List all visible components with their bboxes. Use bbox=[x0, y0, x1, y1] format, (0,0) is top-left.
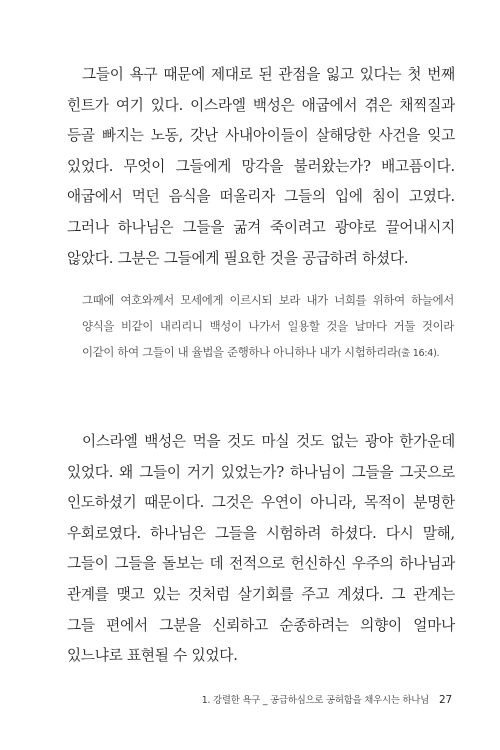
scripture-quote-text: 그때에 여호와께서 모세에게 이르시되 보라 내가 너희를 위하여 하늘에서 양식을 비같이 내리리니 백성이 나가서 일용할 것을 날마다 거둘 것이라 이같이 하여 그들이 내 율법을 준행하나 아니하나 내가 시험하리라 bbox=[82, 293, 454, 359]
page-footer bbox=[202, 692, 452, 706]
body-paragraph-1: 그들이 욕구 때문에 제대로 된 관점을 잃고 있다는 첫 번째 힌트가 여기 있다. 이스라엘 백성은 애굽에서 겪은 채찍질과 등골 빠지는 노동, 갓난 사내아이들이 살해당한 사건을 잊고 있었다. 무엇이 그들에게 망각을 불러왔는가? 배고픔이다. 애굽에서 먹던 음식을 떠올리자 그들의 입에 침이 고였다. 그러나 하나님은 그들을 굶겨 죽이려고 광야로 끌어내시지 않았다. 그분은 그들에게 필요한 것을 공급하려 하셨다. bbox=[67, 66, 455, 267]
scripture-reference: (출 16:4). bbox=[397, 347, 440, 359]
body-paragraph-2: 이스라엘 백성은 먹을 것도 마실 것도 없는 광야 한가운데 있었다. 왜 그들이 거기 있었는가? 하나님이 그들을 그곳으로 인도하셨기 때문이다. 그것은 우연이 아니라, 목적이 분명한 우회로였다. 하나님은 그들을 시험하려 하셨다. 다시 말해, 그들이 그들을 돌보는 데 전적으로 헌신하신 우주의 하나님과 관계를 맺고 있는 것처럼 살기회를 주고 계셨다. 그 관계는 그들 편에서 그분을 신뢰하고 순종하려는 의향이 얼마나 있느냐로 표현될 수 있었다. bbox=[67, 433, 455, 665]
page-number: 27 bbox=[439, 694, 452, 706]
scripture-quote bbox=[82, 288, 454, 366]
running-title: 1. 강렬한 욕구 _ 공급하심으로 공허함을 채우시는 하나님 bbox=[201, 695, 430, 706]
